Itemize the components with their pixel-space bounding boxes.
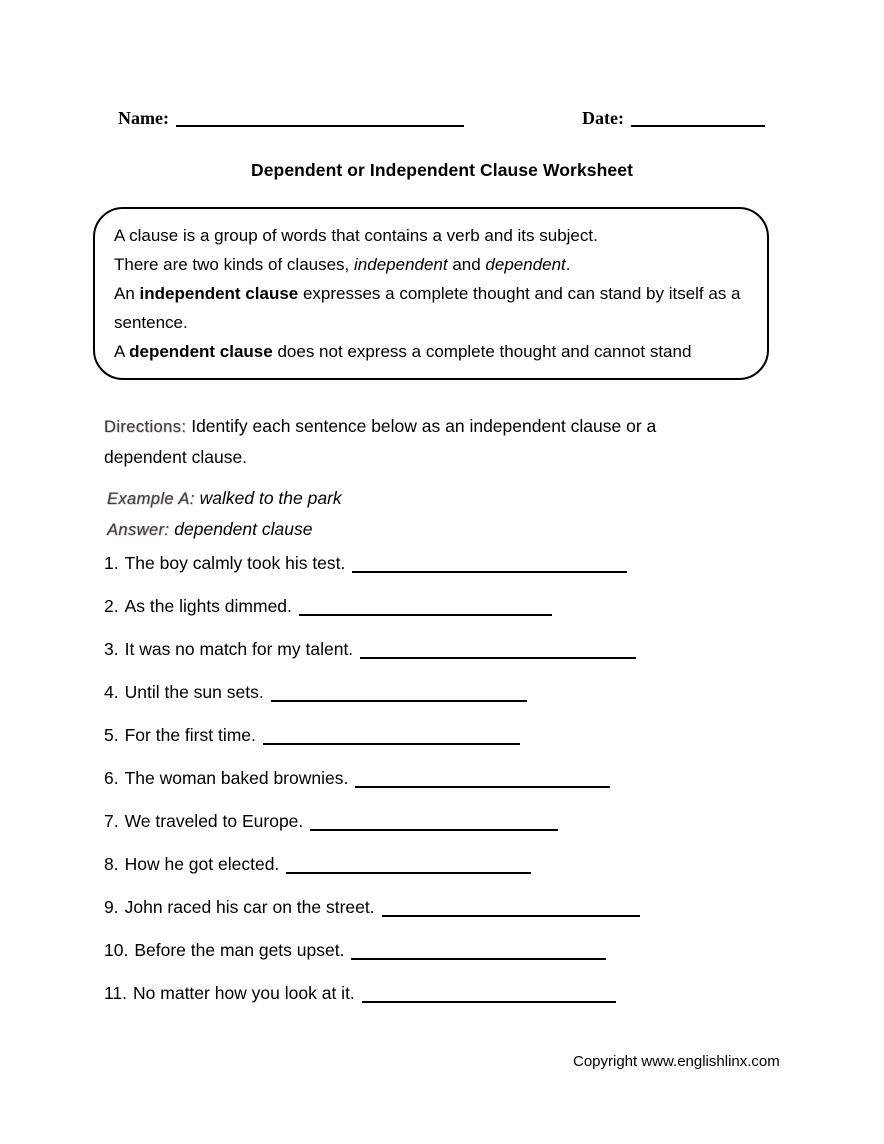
term-independent-clause: independent clause bbox=[139, 284, 299, 303]
answer-blank[interactable] bbox=[351, 946, 606, 960]
definition-text: A bbox=[114, 342, 130, 361]
question-text: We traveled to Europe. bbox=[124, 811, 304, 831]
question-number: 2. bbox=[104, 596, 119, 616]
answer-blank[interactable] bbox=[360, 645, 636, 659]
date-field bbox=[582, 108, 765, 129]
question-text: The woman baked brownies. bbox=[124, 768, 349, 788]
question-number: 6. bbox=[104, 768, 119, 788]
definition-text: There are two kinds of clauses, bbox=[114, 255, 355, 274]
answer-line bbox=[107, 514, 342, 545]
question-text: For the first time. bbox=[124, 725, 256, 745]
example-text: walked to the park bbox=[194, 488, 342, 508]
directions-text: Identify each sentence below as an independent clause or a dependent clause. bbox=[104, 416, 657, 467]
question-text: It was no match for my talent. bbox=[124, 639, 354, 659]
example-block bbox=[107, 483, 342, 545]
question-number: 1. bbox=[104, 553, 119, 573]
question-text: No matter how you look at it. bbox=[133, 983, 355, 1003]
question-number: 7. bbox=[104, 811, 119, 831]
question-number: 3. bbox=[104, 639, 119, 659]
question-number: 9. bbox=[104, 897, 119, 917]
question-row bbox=[104, 723, 864, 747]
question-text: As the lights dimmed. bbox=[124, 596, 292, 616]
definition-text: and bbox=[447, 255, 486, 274]
answer-blank[interactable] bbox=[382, 903, 640, 917]
term-dependent: dependent bbox=[485, 255, 566, 274]
question-row bbox=[104, 551, 864, 575]
definition-line-4 bbox=[114, 337, 749, 366]
question-number: 4. bbox=[104, 682, 119, 702]
definition-text: An bbox=[114, 284, 140, 303]
answer-blank[interactable] bbox=[352, 559, 627, 573]
question-text: John raced his car on the street. bbox=[124, 897, 375, 917]
definition-box bbox=[93, 207, 769, 380]
question-number: 11. bbox=[104, 983, 128, 1003]
directions bbox=[104, 411, 732, 472]
definition-line-1 bbox=[114, 221, 749, 250]
answer-text: dependent clause bbox=[169, 519, 313, 539]
answer-blank[interactable] bbox=[271, 688, 527, 702]
question-list bbox=[104, 551, 864, 1024]
name-field bbox=[118, 108, 464, 129]
answer-blank[interactable] bbox=[310, 817, 558, 831]
definition-text: expresses a complete thought and can stand by itself as a sentence. bbox=[114, 284, 741, 332]
question-row bbox=[104, 852, 864, 876]
question-number: 10. bbox=[104, 940, 129, 960]
question-row bbox=[104, 981, 864, 1005]
name-blank-line[interactable] bbox=[176, 113, 464, 127]
definition-text: . bbox=[565, 255, 571, 274]
question-text: Until the sun sets. bbox=[124, 682, 264, 702]
copyright-notice: Copyright www.englishlinx.com bbox=[573, 1053, 780, 1070]
question-number: 5. bbox=[104, 725, 119, 745]
question-text: The boy calmly took his test. bbox=[124, 553, 346, 573]
name-label: Name: bbox=[118, 108, 169, 128]
question-row bbox=[104, 809, 864, 833]
question-row bbox=[104, 680, 864, 704]
answer-blank[interactable] bbox=[263, 731, 520, 745]
question-row bbox=[104, 895, 864, 919]
question-row bbox=[104, 637, 864, 661]
definition-line-3 bbox=[114, 279, 749, 337]
definition-text: does not express a complete thought and cannot stand bbox=[272, 342, 692, 361]
question-row bbox=[104, 594, 864, 618]
answer-blank[interactable] bbox=[355, 774, 610, 788]
question-text: How he got elected. bbox=[124, 854, 280, 874]
worksheet-title: Dependent or Independent Clause Worksheet bbox=[250, 160, 634, 180]
answer-blank[interactable] bbox=[286, 860, 531, 874]
date-blank-line[interactable] bbox=[631, 113, 765, 127]
question-text: Before the man gets upset. bbox=[134, 940, 345, 960]
question-row bbox=[104, 938, 864, 962]
term-independent: independent bbox=[354, 255, 448, 274]
answer-blank[interactable] bbox=[299, 602, 552, 616]
example-label: Example A: bbox=[107, 490, 195, 508]
example-line bbox=[107, 483, 342, 514]
directions-label: Directions: bbox=[104, 418, 187, 436]
definition-text: A clause is a group of words that contains a verb and its subject. bbox=[114, 226, 598, 245]
answer-label: Answer: bbox=[107, 521, 170, 539]
question-number: 8. bbox=[104, 854, 119, 874]
date-label: Date: bbox=[582, 108, 624, 128]
term-dependent-clause: dependent clause bbox=[129, 342, 273, 361]
answer-blank[interactable] bbox=[362, 989, 616, 1003]
question-row bbox=[104, 766, 864, 790]
definition-line-2 bbox=[114, 250, 749, 279]
